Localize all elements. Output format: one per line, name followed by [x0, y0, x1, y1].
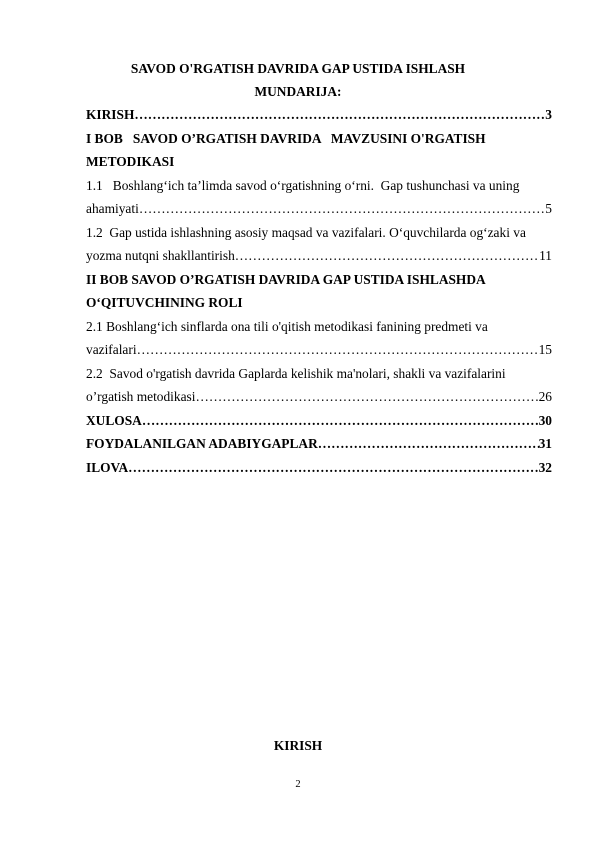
toc-entry-text: I BOB SAVOD O’RGATISH DAVRIDA MAVZUSINI O'RGATISH [86, 130, 486, 146]
toc-entry-1-1 [86, 174, 552, 198]
toc-entry-text: 2.1 Boshlang‘ich sinflarda ona tili o'qitish metodikasi fanining predmeti va [86, 318, 488, 334]
toc-entry-2-2 [86, 362, 552, 386]
toc-leader [235, 244, 539, 268]
toc-entry-page: 15 [538, 342, 552, 357]
toc-entry-chapter-2 [86, 268, 552, 292]
toc-entry-text: yozma nutqni shakllantirish [86, 248, 235, 263]
toc-entry-text: II BOB SAVOD O’RGATISH DAVRIDA GAP USTIDA ISHLASHDA [86, 271, 486, 287]
page-number: 2 [295, 779, 301, 790]
toc-entry-references [86, 432, 552, 456]
toc-entry-chapter-1 [86, 127, 552, 151]
toc-entry-chapter-2-cont [86, 291, 552, 315]
toc-entry-text: XULOSA [86, 412, 142, 428]
toc-entry-1-1-cont [86, 197, 552, 221]
toc-entry-page: 30 [538, 412, 552, 428]
toc-leader [137, 338, 539, 362]
document-title: SAVOD O'RGATISH DAVRIDA GAP USTIDA ISHLASH [130, 61, 466, 76]
toc-leader [139, 197, 545, 221]
toc-entry-1-2 [86, 221, 552, 245]
section-heading-kirish: KIRISH [273, 738, 323, 753]
toc-entry-page: 32 [538, 459, 552, 475]
toc-entry-2-1 [86, 315, 552, 339]
toc-entry-text: o’rgatish metodikasi [86, 389, 196, 404]
toc-entry-page: 11 [539, 248, 552, 263]
toc-entry-page: 3 [545, 107, 552, 122]
toc-entry-text: ILOVA [86, 459, 129, 475]
toc-entry-text: 2.2 Savod o'rgatish davrida Gaplarda kelishik ma'nolari, shakli va vazifalarini [86, 365, 506, 381]
toc-entry-page: 5 [545, 201, 552, 216]
toc-entry-ilova [86, 456, 552, 480]
toc-entry-page: 26 [538, 389, 552, 404]
toc-entry-text: O‘QITUVCHINING ROLI [86, 295, 243, 310]
toc-entry-1-2-cont [86, 244, 552, 268]
toc-leader [195, 385, 538, 409]
toc-entry-page: 31 [538, 436, 552, 451]
toc-leader [318, 432, 539, 456]
toc-entry-text: ahamiyati [86, 201, 139, 216]
toc-entry-kirish [86, 103, 552, 127]
toc-entry-text: METODIKASI [86, 154, 175, 169]
toc-entry-xulosa [86, 409, 552, 433]
toc-leader [128, 456, 538, 480]
toc-entry-2-1-cont [86, 338, 552, 362]
toc-heading: MUNDARIJA: [254, 84, 342, 99]
toc-entry-text: 1.2 Gap ustida ishlashning asosiy maqsad va vazifalari. O‘quvchilarda og‘zaki va [86, 224, 526, 240]
toc-entry-text: 1.1 Boshlang‘ich ta’limda savod o‘rgatishning o‘rni. Gap tushunchasi va uning [86, 177, 520, 193]
toc-entry-text: vazifalari [86, 342, 137, 357]
toc-entry-text: FOYDALANILGAN ADABIYGAPLAR [86, 436, 318, 451]
table-of-contents [86, 103, 552, 479]
toc-leader [134, 103, 545, 127]
toc-entry-text: KIRISH [86, 107, 135, 122]
toc-leader [142, 409, 539, 433]
toc-entry-chapter-1-cont [86, 150, 552, 174]
toc-entry-2-2-cont [86, 385, 552, 409]
